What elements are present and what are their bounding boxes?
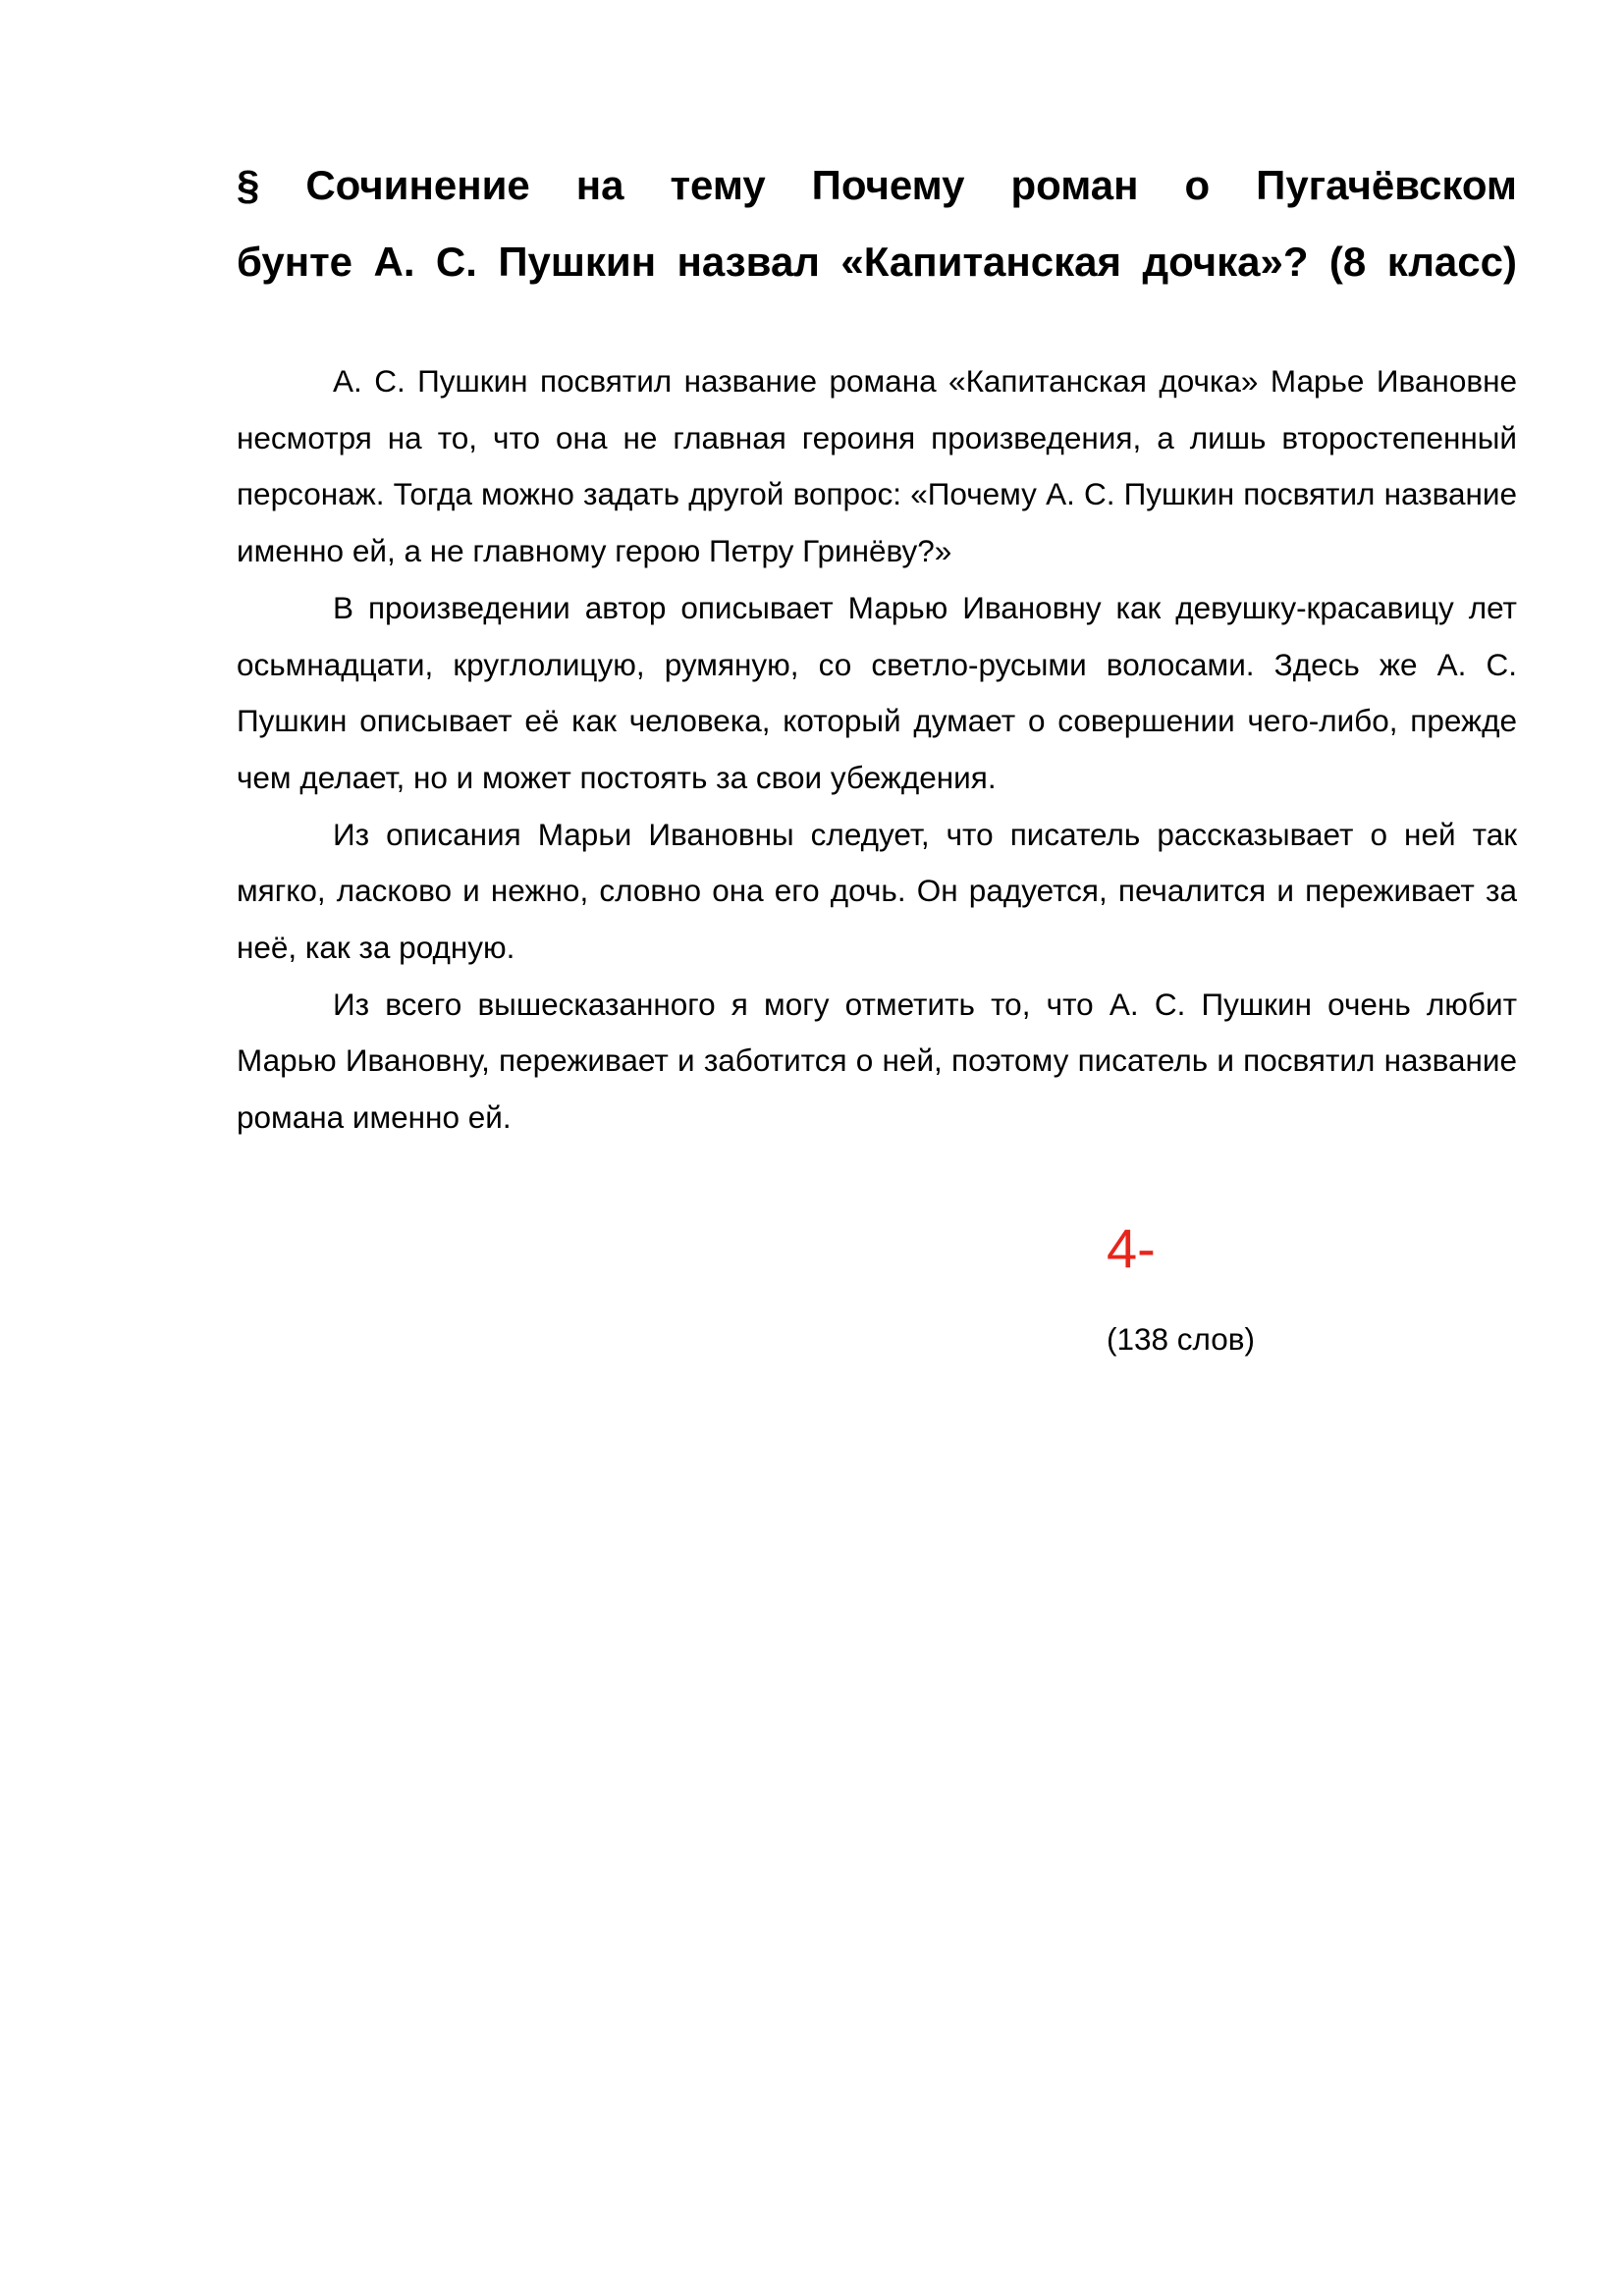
essay-title	[237, 147, 1517, 300]
essay-title-line-1: § Сочинение на тему Почему роман о Пугачёвском	[237, 162, 1517, 208]
essay-title-line-2: бунте А. С. Пушкин назвал «Капитанская дочка»? (8 класс)	[237, 239, 1517, 285]
essay-paragraph-1: А. С. Пушкин посвятил название романа «Капитанская дочка» Марье Ивановне несмотря на то, что она не главная героиня произведения, а лишь второстепенный персонаж. Тогда можно задать другой вопрос: «Почему А. С. Пушкин посвятил название именно ей, а не главному герою Петру Гринёву?»	[237, 363, 1517, 569]
essay-paragraph-2: В произведении автор описывает Марью Ивановну как девушку-красавицу лет осьмнадцати, круглолицую, румяную, со светло-русыми волосами. Здесь же А. С. Пушкин описывает её как человека, который думает о совершении чего-либо, прежде чем делает, но и может постоять за свои убеждения.	[237, 589, 1517, 795]
essay-paragraph-4: Из всего вышесказанного я могу отметить то, что А. С. Пушкин очень любит Марью Ивановну, переживает и заботится о ней, поэтому писатель и посвятил название романа именно ей.	[237, 986, 1517, 1136]
essay-page	[237, 147, 1517, 1147]
essay-body	[237, 353, 1517, 1147]
word-count: (138 слов)	[1107, 1321, 1256, 1357]
grade-mark: 4-	[1107, 1217, 1156, 1279]
essay-paragraph-3: Из описания Марьи Ивановны следует, что писатель рассказывает о ней так мягко, ласково и нежно, словно она его дочь. Он радуется, печалится и переживает за неё, как за родную.	[237, 816, 1517, 966]
